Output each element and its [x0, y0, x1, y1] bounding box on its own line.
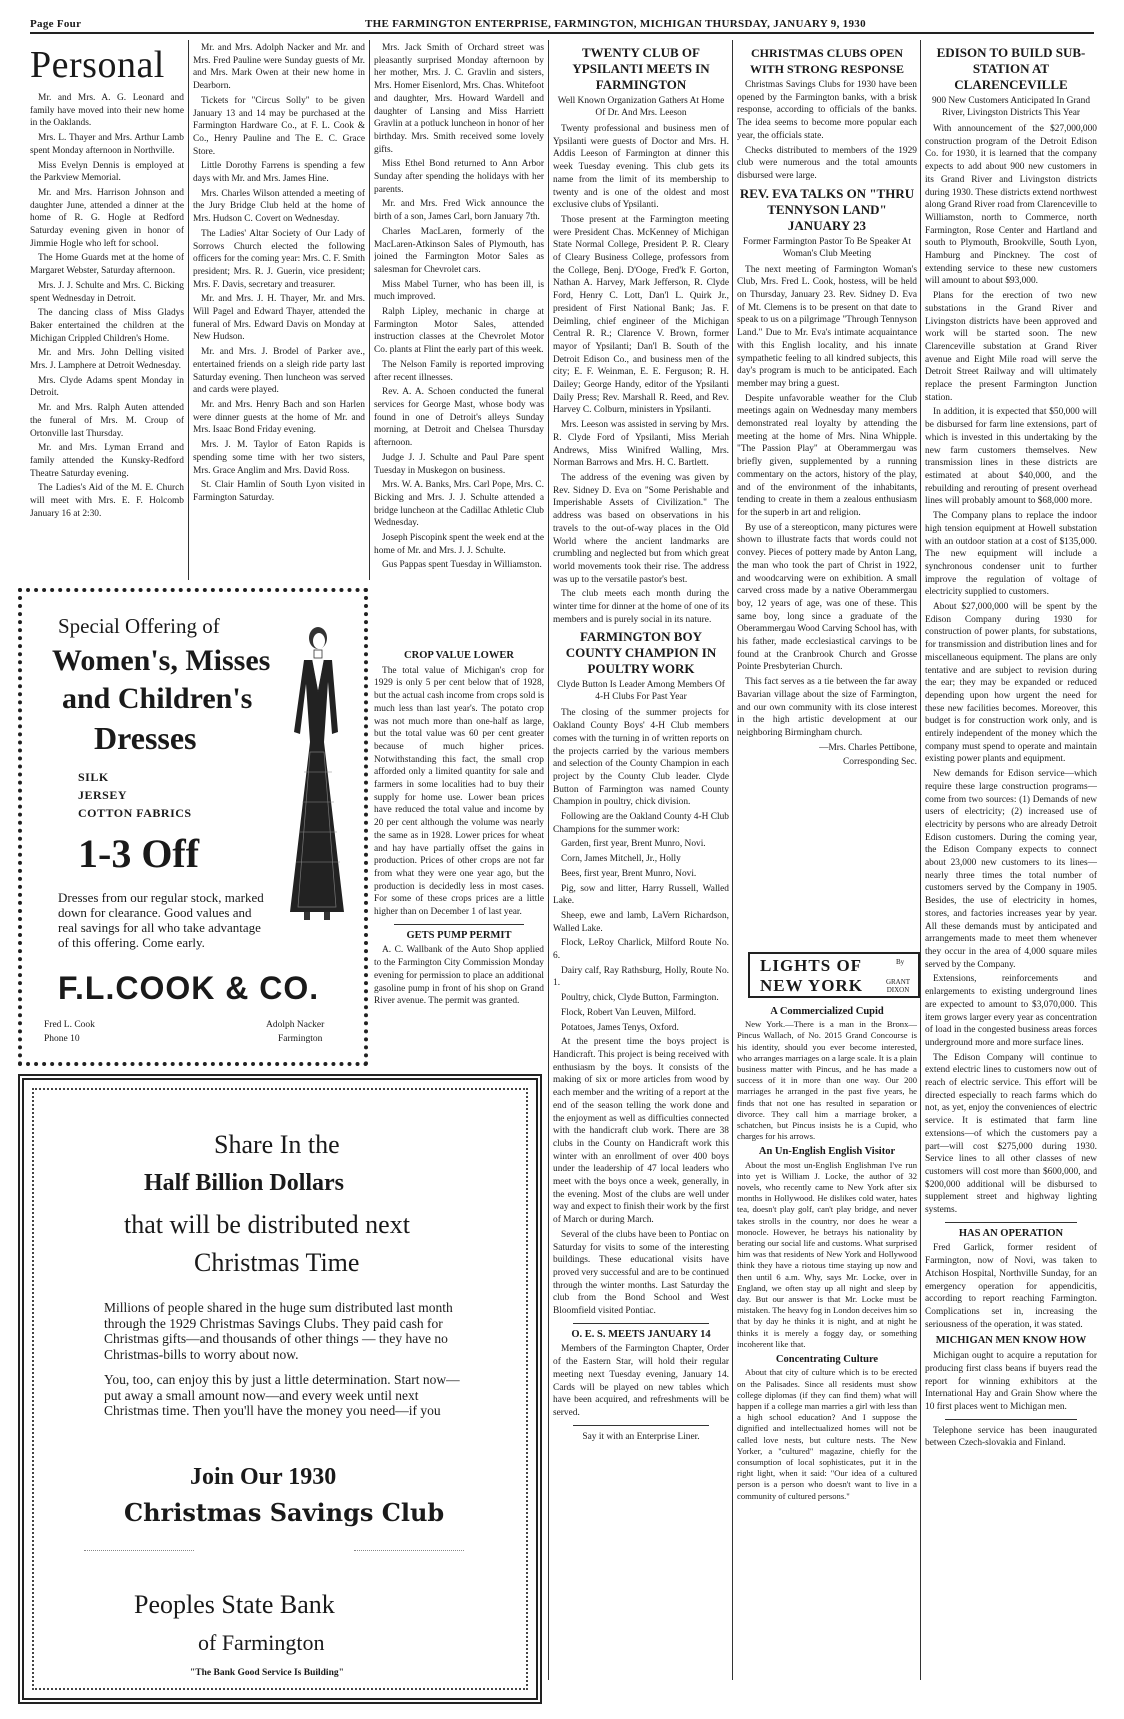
- edison-text: Extensions, reinforcements and enlargements to existing underground lines are expected to amount to $3,070,000. This item grows larger every year as concentration of load in the congested business areas forces underground more and more surface lines.: [925, 974, 1097, 1048]
- social-item: Gus Pappas spent Tuesday in Williamston.: [382, 560, 542, 571]
- pump-text: A. C. Wallbank of the Auto Shop applied to the Farmington City Commission Monday evening for permission to place an additional gasoline pump in front of his shop on Grand River avenue. The permit was granted.: [374, 945, 544, 1007]
- social-item: Mrs. Charles Wilson attended a meeting of the Jury Bridge Club held at the home of Mrs. Hudson C. Covert on Wednesday.: [193, 188, 365, 225]
- eva-text: By use of a stereopticon, many pictures were shown to illustrate facts that words could not convey. Pieces of pottery made by Anton Lang, the man who took the part of Christ in 1922, and woodcarving were on exhibition. A small carved cross made by a native Oberammergau boy, 12 years of age, was one of these. This same boy, long since a graduate of the Oberammergau Wood Carving School has, with his father, made ecclesiastical carvings to be found at the Cranbrook Church and Grosse Pointe Presbyterian Church.: [737, 522, 917, 673]
- column-rule: [732, 40, 733, 1680]
- divider: [945, 1222, 1077, 1223]
- social-item: Judge J. J. Schulte and Paul Pare spent Tuesday in Muskegon on business.: [374, 452, 544, 476]
- social-item: Mr. and Mrs. Adolph Nacker and Mr. and Mrs. Fred Pauline were Sunday guests of Mr. and Mrs. Mark Owen at their new home in Dearborn.: [193, 43, 365, 92]
- ad-and-childrens: and Children's: [62, 682, 253, 715]
- lights-of-new-york-box: [748, 952, 920, 998]
- ad-womens-misses: Women's, Misses: [52, 644, 271, 677]
- poultry-text: Several of the clubs have been to Pontiac on Saturday for visits to some of the interesting buildings. These educational visits have proved very successful and are to be continued through the winter months. Last Saturday the club from the Bond School and West Bloomfield visited Pontiac.: [553, 1229, 729, 1317]
- operation-headline: HAS AN OPERATION: [958, 1227, 1064, 1239]
- cupid-headline: A Commercialized Cupid: [770, 1006, 884, 1017]
- twenty-club-text: Mrs. Leeson was assisted in serving by Mrs. R. Clyde Ford of Ypsilanti, Miss Meriah Andrews, Miss Winifred Walling, Mrs. Norman Barrows and Mrs. H. C. Bartlett.: [553, 420, 729, 469]
- personal-item: Mr. and Mrs. Ralph Auten attended the funeral of Mrs. M. Croup of Ortonville last Thursday.: [30, 403, 184, 439]
- poultry-text: Garden, first year, Brent Munro, Novi.: [561, 839, 706, 850]
- poultry-text: Sheep, ewe and lamb, LaVern Richardson, Walled Lake.: [553, 910, 729, 934]
- personal-item: The dancing class of Miss Gladys Baker entertained the children at the Michigan Crippled Children's Home.: [30, 308, 184, 344]
- eva-text: Despite unfavorable weather for the Club meetings again on Wednesday many members demonstrated real loyalty by attending the meeting at the home of Mrs. Nina Whipple. "The Passion Play" at Oberammergau was briefly given, supplemented by a running commentary on the actors, history of the play, and of the environment of the inhabitants, tending to create in them a zealous enthusiasm for the superb in art and religion.: [737, 393, 917, 518]
- ad-bank-slogan: "The Bank Good Service Is Building": [190, 1668, 344, 1678]
- christmas-club-column: [737, 42, 917, 948]
- column-rule: [548, 40, 549, 1680]
- ad-footer-phone: Phone 10: [44, 1034, 80, 1044]
- michigan-men-text: Michigan ought to acquire a reputation for producing first class beans if buyers read the report for winning exhibitors at the International Hay and Grain Show where the 10 first places went to Michigan men.: [925, 1351, 1097, 1412]
- page-header: [30, 14, 1094, 34]
- poultry-deck: Clyde Button Is Leader Among Members Of 4-H Clubs For Past Year: [557, 680, 725, 703]
- personal-item: The Ladies's Aid of the M. E. Church will meet with Mrs. E. F. Holcomb January 16 at 2:30.: [30, 483, 184, 519]
- social-item: St. Clair Hamlin of South Lyon visited in Farmington Saturday.: [193, 480, 365, 503]
- poultry-text: Potatoes, James Tenys, Oxford.: [561, 1022, 679, 1033]
- social-item: Miss Ethel Bond returned to Ann Arbor Sunday after spending the holidays with her parents.: [374, 159, 544, 195]
- christmas-clubs-headline: CHRISTMAS CLUBS OPEN WITH STRONG RESPONSE: [749, 46, 905, 76]
- divider: [573, 1323, 709, 1324]
- lights-author: GRANT DIXON: [885, 978, 911, 994]
- culture-headline: Concentrating Culture: [775, 1354, 879, 1366]
- ad-join-1930: Join Our 1930: [190, 1464, 337, 1490]
- pump-headline: GETS PUMP PERMIT: [406, 929, 512, 941]
- masthead: THE FARMINGTON ENTERPRISE, FARMINGTON, MICHIGAN THURSDAY, JANUARY 9, 1930: [365, 18, 866, 30]
- lights-title-line1: LIGHTS OF: [760, 956, 863, 975]
- ad-special-offering: Special Offering of: [58, 614, 220, 638]
- ad-bank-body-2: You, too, can enjoy this by just a little determination. Start now—put away a small amount now—and every week until next Christmas time. Then you'll have the money you need—if you: [104, 1372, 460, 1418]
- visitor-headline: An Un-English English Visitor: [758, 1146, 896, 1158]
- crop-text: The total value of Michigan's crop for 1929 is only 5 per cent below that of 1928, but the actual cash income from crops sold is much less than last year's. The potato crop was not much more than one-half as large, but the total value was 60 per cent greater because of much higher prices. Notwithstanding this fact, the small crop afforded only a limited quantity for sale and farmers in some localities had to buy their supply for home use. Lower bean prices have reduced the total value and income by 20 per cent although the volume was nearly the same as in 1928. Lower prices for wheat and hay have partially offset the gains in production. Prices of other crops are not far from what they were one year ago, but the production is decidedly less in most cases. For some of these crops prices are a little higher than on December 1 of last year.: [374, 665, 544, 918]
- edison-column: [925, 42, 1097, 1704]
- liner-slogan: Say it with an Enterprise Liner.: [582, 1431, 700, 1442]
- column-rule: [920, 40, 921, 1680]
- poultry-text: At the present time the boys project is Handicraft. This project is being received with enthusiasm by the boys. It consists of the making of six or more articles from wood by each member and the writing of a report at the end of the season telling the work done and the enjoyment as well as difficulties connected with the handicraft club work. There are 38 clubs in the County on Handicraft work this winter with an enrollment of over 400 boys under the leadership of 47 local leaders who meet with the boys once a week, generally, in the evening. Most of the clubs are well under way and expect to finish their work by the first of March or during March.: [553, 1037, 729, 1226]
- poultry-headline: FARMINGTON BOY COUNTY CHAMPION IN POULTRY WORK: [565, 629, 717, 677]
- operation-text: Fred Garlick, former resident of Farmington, now of Novi, was taken to Atchison Hospital, Northville Sunday, for an emergency operation for appendicitis, according to report reaching Farmington. Complications set in, increasing the seriousness of the operation, it was stated.: [925, 1243, 1097, 1330]
- twenty-club-text: Those present at the Farmington meeting were President Chas. McKenney of Michigan State Normal College, President P. R. Cleary of Cleary Business College, professors from the College, Benj. D'Ooge, Fred'k F. Gorton, Nathan A. Harvey, Mark Jefferson, R. Clyde Ford, Henry C. Lott, Dan'l L. Quirk Jr., president of First National Bank; Jas. F. Deimling, chief engineer of the Michigan Central R. R.; Clarence V. Brown, former mayor of Ypsilanti; Dan'l B. South of the Detroit Edison Co., and business men of the city; E. F. Weinman, E. E. Ferguson; R. H. Dailey; George Handy, editor of the Ypsilanti Daily Press; Rev. Marshall R. Reed, and Rev. Harvey C. Colburn, ministers in Ypsilanti.: [553, 214, 729, 416]
- social-item: Mr. and Mrs. Henry Bach and son Harlen were dinner guests at the home of Mr. and Mrs. Isaac Bond Friday evening.: [193, 399, 365, 436]
- social-item: Miss Mabel Turner, who has been ill, is much improved.: [374, 279, 544, 303]
- ad-discount: 1-3 Off: [78, 831, 200, 876]
- social-item: Ralph Lipley, mechanic in charge at Farmington Motor Sales, attended instruction classes at the Chevrolet Motor Co. plants at Flint the early part of this week.: [374, 307, 544, 356]
- eva-deck: Former Farmington Pastor To Be Speaker At Woman's Club Meeting: [743, 236, 911, 259]
- social-column-2: [193, 42, 365, 582]
- personal-item: Mrs. J. J. Schulte and Mrs. C. Bicking spent Wednesday in Detroit.: [30, 280, 184, 304]
- personal-column: [30, 42, 184, 582]
- poultry-text: Poultry, chick, Clyde Button, Farmington.: [561, 993, 719, 1004]
- poultry-text: Pig, sow and litter, Harry Russell, Walled Lake.: [553, 883, 729, 907]
- social-item: Tickets for "Circus Solly" to be given January 13 and 14 may be purchased at the Farmington Hardware Co., at F. L. Cook & Co., Henry Pauline and The E. C. Grace Store.: [193, 95, 365, 157]
- ad-footer-town: Farmington: [278, 1034, 323, 1044]
- lights-by: By: [896, 958, 905, 966]
- ad-footer-name: Fred L. Cook: [44, 1020, 95, 1030]
- edison-text: Plans for the erection of two new substations in the Grand River and Livingston districts have been approved and work will be started soon. The new Clarenceville substation at Grand River avenue and Eight Mile road will serve the Detroit Street Railway and will ultimately replace the present Farmington Junction station.: [925, 291, 1097, 403]
- column-rule: [369, 40, 370, 580]
- bank-christmas-club-ad: [18, 1074, 542, 1704]
- ad-christmas-savings-club: Christmas Savings Club: [124, 1498, 445, 1527]
- ad-ornament-right: [354, 1550, 464, 1551]
- social-item: Mrs. J. M. Taylor of Eaton Rapids is spending some time with her two sisters, Mrs. Grace Anglim and Mrs. David Ross.: [193, 440, 365, 476]
- twenty-club-deck: Well Known Organization Gathers At Home Of Dr. And Mrs. Leeson: [557, 96, 725, 118]
- social-item: Charles MacLaren, formerly of the MacLaren-Atkinson Sales of Plymouth, has joined the Farmington Motor Sales as salesman for Chevrolet cars.: [374, 226, 544, 275]
- social-item: Mrs. Jack Smith of Orchard street was pleasantly surprised Monday afternoon by her mother, Mrs. J. C. Gravlin and sisters, Mrs. Homer Eisenlord, Mrs. Chas. Whitefoot and daughter, Mrs. Howard Wardell and daughter of Lansing and Miss Harriett Gravlin at a potluck luncheon in honor of her birthday. Mrs. Smith received some lovely gifts.: [374, 43, 544, 155]
- divider: [573, 1425, 709, 1426]
- poultry-text: Bees, first year, Brent Munro, Novi.: [561, 868, 697, 879]
- ad-distributed-next: that will be distributed next: [124, 1210, 410, 1239]
- poultry-text: Corn, James Mitchell, Jr., Holly: [561, 854, 681, 865]
- eva-signature-title: Corresponding Sec.: [843, 757, 917, 768]
- ad-bank-name: Peoples State Bank: [134, 1590, 335, 1619]
- edison-text: New demands for Edison service—which require these large construction programs—come from two sources: (1) Demands of new users of electricity; (2) increased use of electricity by persons who are already Detroit Edison customers. During the coming year, the Edison Company expects to connect about 23,000 new customers to its lines—nearly three times the total number of customers served by the Company in 1905. Besides, the use of electricity in homes, stores, and factories increases year by year. All these demands must by anticipated and arrangements made to meet them whenever they occur in the area of 4,000 square miles served by the Company.: [925, 769, 1097, 970]
- edison-text: The Edison Company will continue to extend electric lines to customers now out of reach of electric service. This effort will be directed especially to reach farms which do not, as yet, enjoy the conveniences of electric service. It is estimated that farm line extensions—of which the customers pay a part—will cost $275,000 during 1930. Service lines to all other classes of new customers will cost more than $600,000, and $200,000 additional will be disbursed to supplement street and highway lighting systems.: [925, 1052, 1097, 1216]
- edison-deck: 900 New Customers Anticipated In Grand River, Livingston Districts This Year: [931, 96, 1091, 118]
- ad-dresses: Dresses: [94, 720, 197, 756]
- edison-text: In addition, it is expected that $50,000 will be disbursed for farm line extensions, part of which is invested in this undertaking by the new farm customers themselves. New transmission lines in these districts are estimated at about $40,000, and the rebuilding and rerouting of present overhead lines will probably amount to $68,000 more.: [925, 407, 1097, 507]
- divider: [945, 1419, 1077, 1420]
- social-item: Mrs. W. A. Banks, Mrs. Carl Pope, Mrs. C. Bicking and Mrs. J. J. Schulte attended a bridge luncheon at the Cadillac Athletic Club Wednesday.: [374, 480, 544, 529]
- divider: [394, 924, 524, 925]
- poultry-text: Flock, LeRoy Charlick, Milford Route No. 6.: [553, 938, 729, 962]
- ad-share-in-the: Share In the: [214, 1130, 340, 1159]
- visitor-text: About the most un-English Englishman I've run into yet is William J. Locke, the author of 32 novels, who recently came to New York after six months in Hollywood. He dislikes cold water, hates tea, doesn't play golf, can't play bridge, and never takes strolls in the country, nor does he wear a monocle. However, he betrays his nationality by berating our social life and customs. What surprised him was that residents of New York and Hollywood think they have a riotous time staying up now and then until 6 a.m. Why, says Mr. Locke, over in England, we often stay up all night and sleep by day. But our answer is that Mr. Locke must be mistaken. The heavy fog in London deceives him so that by day he thinks it is night, and at night he thinks it is merely a foggy day, or something incoherent like that.: [737, 1159, 917, 1349]
- poultry-text: Flock, Robert Van Leuven, Milford.: [561, 1007, 696, 1018]
- poultry-text: The closing of the summer projects for Oakland County Boys' 4-H Club members comes with the turning in of written reports on the projects carried by the various members and selection of the County Champion in each project by the County Club leader. Clyde Button of Farmington was named County Champion in poultry, chick division.: [553, 708, 729, 808]
- eva-headline: REV. EVA TALKS ON "THRU TENNYSON LAND" JANUARY 23: [739, 185, 915, 233]
- oes-text: Members of the Farmington Chapter, Order of the Eastern Star, will hold their regular meeting next Tuesday evening, January 14. Cards will be played on new tables which have been acquired, and refreshments will be served.: [553, 1344, 729, 1418]
- woman-in-dress-illustration: [274, 622, 360, 922]
- ad-ornament-left: [84, 1550, 194, 1551]
- telephone-text: Telephone service has been inaugurated between Czech-slovakia and Finland.: [925, 1425, 1097, 1449]
- social-item: Little Dorothy Farrens is spending a few days with Mr. and Mrs. James Hine.: [193, 161, 365, 185]
- ad-fabric-jersey: JERSEY: [78, 788, 128, 802]
- edison-text: With announcement of the $27,000,000 construction program of the Detroit Edison Co. for 1930, it is learned that the company expects to add about 900 new customers in its Grand River and Livingston districts during 1930. These districts extend northwest along Grand River road from Clarenceville to Williamston, north to Commerce, north Farmington, Rose Center and Hartland and south to Plymouth, Brookville, South Lyon, Hamburg and Pinckney. The cost of extending service to these new customers will amount to about $93,000.: [925, 124, 1097, 287]
- crop-article: [374, 646, 544, 1066]
- ad-christmas-time: Christmas Time: [194, 1248, 360, 1277]
- edison-text: The Company plans to replace the indoor high tension equipment at Howell substation with an outdoor station at a cost of $135,000. The new equipment will include a synchronous condenser unit to further improve the regulation of voltage of electricity supplied to customers.: [925, 511, 1097, 598]
- twenty-club-headline: TWENTY CLUB OF YPSILANTI MEETS IN FARMINGTON: [572, 45, 710, 92]
- social-item: Mr. and Mrs. J. Brodel of Parker ave., entertained friends on a sleigh ride party last Saturday evening. Then luncheon was served and cards were played.: [193, 347, 365, 396]
- ad-footer-partner: Adolph Nacker: [266, 1020, 325, 1030]
- cook-logo: F.L.COOK & CO.: [58, 970, 320, 1006]
- twenty-club-text: The club meets each month during the winter time for dinner at the home of one of its members and is purely social in its nature.: [553, 589, 729, 625]
- ad-half-billion: Half Billion Dollars: [144, 1170, 345, 1196]
- poultry-text: Dairy calf, Ray Rathsburg, Holly, Route No. 1.: [553, 965, 729, 989]
- eva-signature: —Mrs. Charles Pettibone,: [819, 742, 917, 753]
- michigan-men-headline: MICHIGAN MEN KNOW HOW: [935, 1335, 1087, 1347]
- personal-item: Mr. and Mrs. Harrison Johnson and daughter June, attended a dinner at the home of R. G. Hogle at Redford Saturday evening given in honor of Jimmie Hogle who left for school.: [30, 187, 184, 249]
- ad-bank-body-1: Millions of people shared in the huge sum distributed last month through the 1929 Christmas Savings Clubs. They paid cash for Christmas gifts—and thousands of other things — they have no Christmas-bills to worry about now.: [104, 1300, 453, 1362]
- christmas-clubs-text: Checks distributed to members of the 1929 club were numerous and the total amounts disbursed were large.: [737, 145, 917, 181]
- eva-text: This fact serves as a tie between the far away Bavarian village about the size of Farmington, and our own community with its close interest in the high artistic development at our neighboring Birmingham church.: [737, 677, 917, 738]
- page-number: Page Four: [30, 18, 82, 30]
- ad-body-text: Dresses from our regular stock, marked down for clearance. Good values and real savings for all who take advantage of this offering. Come early.: [58, 890, 264, 950]
- personal-item: Mrs. L. Thayer and Mrs. Arthur Lamb spent Monday afternoon in Northville.: [30, 133, 184, 156]
- social-item: Mr. and Mrs. Fred Wick announce the birth of a son, James Carl, born January 7th.: [374, 199, 544, 223]
- personal-heading: Personal: [30, 44, 165, 86]
- personal-item: Mrs. Clyde Adams spent Monday in Detroit.: [30, 375, 184, 399]
- ad-bank-town: of Farmington: [198, 1630, 325, 1655]
- eva-text: The next meeting of Farmington Woman's Club, Mrs. Fred L. Cook, hostess, will be held on Thursday, January 23. Rev. Sidney D. Eva of Mt. Clemens is to be present on that date to speak to us on a pilgrimage "Through Tennyson Land." Due to Mr. Eva's intimate acquaintance with this English locality, and his innate sympathetic feeling to all kindred subjects, this day's program is much to be anticipated. Each member may bring a guest.: [737, 264, 917, 389]
- lights-title-line2: NEW YORK: [760, 976, 863, 995]
- social-item: Joseph Piscopink spent the week end at the home of Mr. and Mrs. J. J. Schulte.: [374, 533, 544, 556]
- poultry-text: Following are the Oakland County 4-H Club Champions for the summer work:: [553, 812, 729, 835]
- oes-headline: O. E. S. MEETS JANUARY 14: [571, 1328, 711, 1340]
- twenty-club-text: The address of the evening was given by Rev. Sidney D. Eva on "Some Perishable and Imperishable Assets of Civilization." The address was based on observations in his travels to the out-of-way places in the Old World where the ancient landmarks are crumbling and neglected but from which great world movements took their rise. The address was up to the versatile pastor's best.: [553, 472, 729, 585]
- social-item: Rev. A. A. Schoen conducted the funeral services for George Mast, whose body was found in one of Detroit's alleys Sunday morning, at Detroit and Chelsea Thursday afternoon.: [374, 387, 544, 449]
- edison-text: About $27,000,000 will be spent by the Edison Company during 1930 for construction of power plants, for substations, for transmission and distribution lines and for miscellaneous equipment. The plans are only tentative and are subject to revision during the ear; they may be expanded or reduced depending upon how urgent the need for these new facilities becomes. Moreover, this budget is for construction work only, and is entirely independent of the money which the company must spend to operate and maintain existing power plants and equipment.: [925, 602, 1097, 765]
- personal-item: Mr. and Mrs. Lyman Errand and family attended the Kunsky-Redford Theatre Saturday evening.: [30, 443, 184, 479]
- cook-dress-ad: [18, 588, 368, 1066]
- ad-fabric-silk: SILK: [78, 770, 109, 784]
- christmas-clubs-text: Christmas Savings Clubs for 1930 have been opened by the Farmington banks, with a brisk response, according to officials of the banks. The idea seems to become more popular each year, the officials state.: [737, 80, 917, 141]
- social-item: The Ladies' Altar Society of Our Lady of Sorrows Church elected the following officers for the coming year: Mrs. C. F. Smith president; Mrs. R. J. Guerin, vice president; Mrs. F. Davis, secretary and treasurer.: [193, 228, 365, 290]
- personal-item: Mr. and Mrs. A. G. Leonard and family have moved into their new home in the Oaklands.: [30, 93, 184, 129]
- culture-text: About that city of culture which is to be erected on the Palisades. Since all residents must show college diplomas (if they can find them) what will happen if a college man marries a girl with less than a high school education? And I suppose the dignified and intellectualized homes will not be called love nests, but culture nests. The New Yorker, a "cultured" magazine, chiefly for the consumption of local sophisticates, put it in the right light, when it said: "Our idea of a cultured person is a person who doesn't want to live in a community of cultured persons.": [737, 1367, 917, 1501]
- lights-column: [737, 1002, 917, 1702]
- twenty-club-column: [553, 42, 729, 1702]
- cupid-text: New York.—There is a man in the Bronx—Pincus Wallach, of No. 2015 Grand Concourse is his identity, should you ever become interested, who arranges marriages on a large scale. It is a plain business matter with Pincus, and he has made a success of it in more than one way. Our 200 marriages he arranged in the past five years, he finds that not one has resulted in separation or divorce. They call him a marriage broker, a schatchen, but Pincus insists he is a Cupid, who charges for his arrows.: [737, 1019, 917, 1142]
- edison-headline: EDISON TO BUILD SUB-STATION AT CLARENCEVILLE: [936, 45, 1086, 92]
- personal-item: Miss Evelyn Dennis is employed at the Parkview Memorial.: [30, 160, 184, 184]
- personal-item: The Home Guards met at the home of Margaret Webster, Saturday afternoon.: [30, 253, 184, 277]
- personal-item: Mr. and Mrs. John Delling visited Mrs. J. Lamphere at Detroit Wednesday.: [30, 348, 184, 372]
- column-rule: [188, 40, 189, 580]
- crop-headline: CROP VALUE LOWER: [404, 650, 514, 661]
- twenty-club-text: Twenty professional and business men of Ypsilanti were guests of Doctor and Mrs. H. Addis Leeson of Farmington at dinner this week Tuesday evening. This club gets its name from the limit of its membership to twenty and is one of the oldest and most exclusive clubs of Ypsilanti.: [553, 124, 729, 211]
- ad-fabric-cotton: COTTON FABRICS: [78, 806, 192, 820]
- social-item: The Nelson Family is reported improving after recent illnesses.: [374, 359, 544, 383]
- social-item: Mr. and Mrs. J. H. Thayer, Mr. and Mrs. Will Pagel and Edward Thayer, attended the funeral of Mrs. Edward Davis on Monday at New Hudson.: [193, 294, 365, 343]
